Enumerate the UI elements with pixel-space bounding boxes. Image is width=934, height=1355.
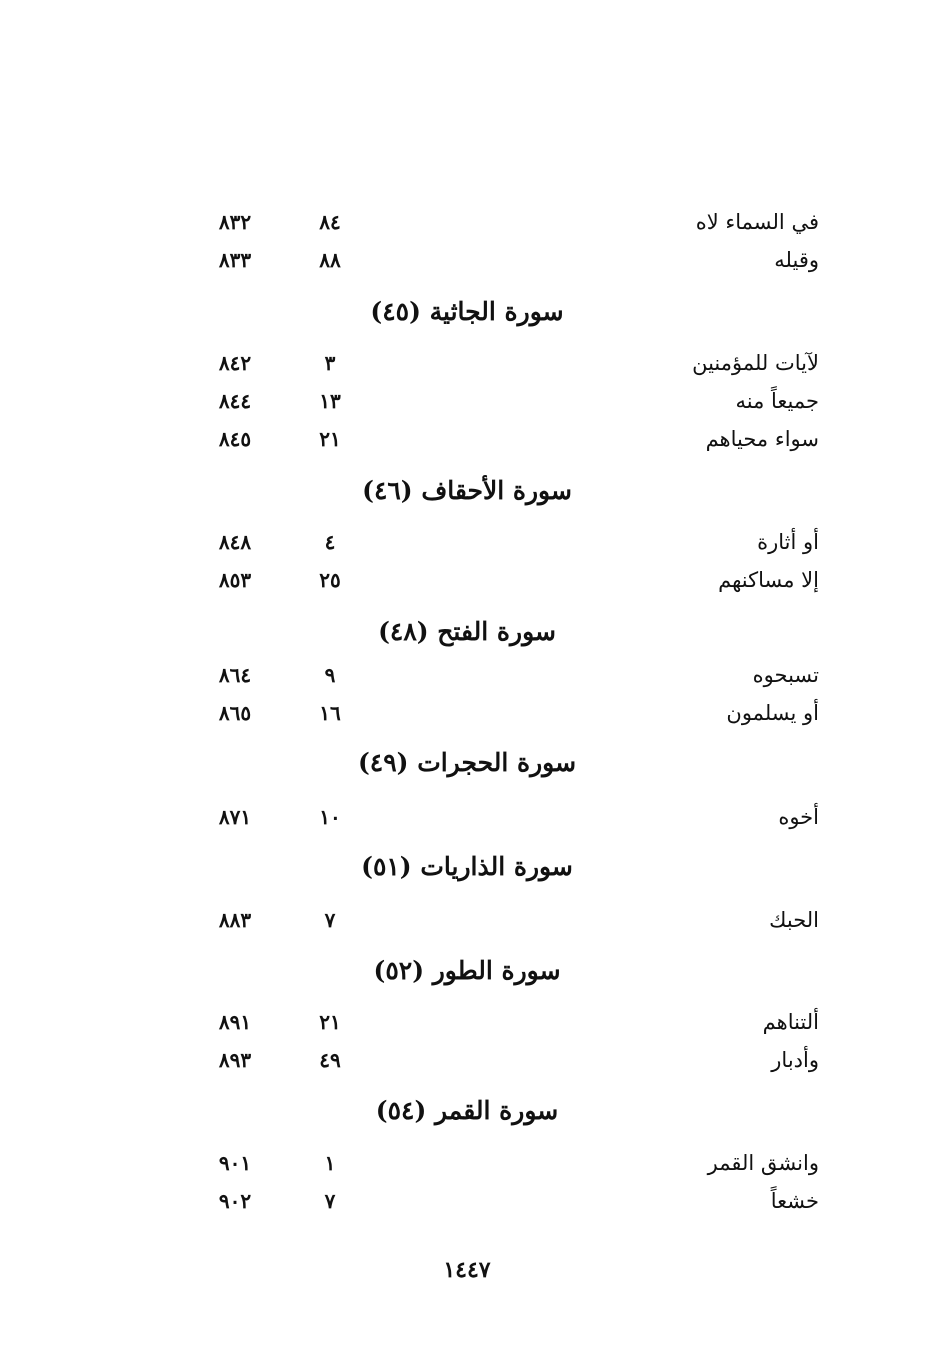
index-word: وقيله (774, 248, 819, 272)
index-word: لآيات للمؤمنين (692, 351, 819, 375)
index-row (0, 693, 934, 733)
page-reference: ٨٣٢ (218, 210, 252, 234)
index-word: خشعاً (770, 1189, 819, 1213)
verse-number: ٢١ (319, 1010, 341, 1034)
page-reference: ٨٨٣ (218, 908, 252, 932)
verse-number: ٨٨ (319, 248, 341, 272)
page-reference: ٨٥٣ (218, 568, 252, 592)
verse-number: ٧ (324, 1189, 336, 1213)
index-word: أخوه (778, 805, 819, 829)
index-row (0, 343, 934, 383)
index-row (0, 419, 934, 459)
index-row (0, 797, 934, 837)
page-reference: ٩٠١ (218, 1151, 252, 1175)
index-word: أو يسلمون (726, 701, 819, 725)
index-row (0, 522, 934, 562)
verse-number: ٣ (324, 351, 336, 375)
page-reference: ٨٤٥ (218, 427, 252, 451)
index-row (0, 1002, 934, 1042)
index-word: إلا مساكنهم (718, 568, 819, 592)
page-reference: ٨٦٥ (218, 701, 252, 725)
index-word: جميعاً منه (735, 389, 819, 413)
page-reference: ٨٤٨ (218, 530, 252, 554)
index-word: الحبك (769, 908, 819, 932)
page-reference: ٨٩٣ (218, 1048, 252, 1072)
index-word: وأدبار (771, 1048, 819, 1072)
index-word: تسبحوه (752, 663, 819, 687)
verse-number: ٤ (324, 530, 336, 554)
index-word: أو أثارة (757, 530, 819, 554)
surah-heading: سورة الطور (٥٢) (373, 956, 561, 985)
page-reference: ٨٣٣ (218, 248, 252, 272)
index-row (0, 560, 934, 600)
verse-number: ٤٩ (319, 1048, 341, 1072)
index-row (0, 900, 934, 940)
index-row (0, 240, 934, 280)
surah-heading: سورة الذاريات (٥١) (361, 852, 573, 881)
page-reference: ٨٤٤ (218, 389, 252, 413)
index-word: سواء محياهم (705, 427, 819, 451)
page-reference: ٨٦٤ (218, 663, 252, 687)
index-word: في السماء لاه (695, 210, 819, 234)
page-reference: ٩٠٢ (218, 1189, 252, 1213)
surah-heading: سورة الحجرات (٤٩) (357, 748, 577, 777)
surah-heading: سورة الفتح (٤٨) (378, 617, 556, 646)
verse-number: ٧ (324, 908, 336, 932)
index-row (0, 655, 934, 695)
index-row (0, 381, 934, 421)
index-row (0, 1181, 934, 1221)
verse-number: ١٠ (319, 805, 341, 829)
surah-heading: سورة الأحقاف (٤٦) (362, 476, 572, 505)
index-row (0, 1143, 934, 1183)
page-reference: ٨٤٢ (218, 351, 252, 375)
index-word: وانشق القمر (707, 1151, 819, 1175)
index-row (0, 1040, 934, 1080)
verse-number: ١٦ (319, 701, 341, 725)
verse-number: ١ (324, 1151, 336, 1175)
verse-number: ١٣ (319, 389, 341, 413)
index-word: ألتناهم (762, 1010, 819, 1034)
verse-number: ٢١ (319, 427, 341, 451)
page-reference: ٨٧١ (218, 805, 252, 829)
verse-number: ٩ (324, 663, 336, 687)
verse-number: ٢٥ (319, 568, 341, 592)
verse-number: ٨٤ (319, 210, 341, 234)
page-number: ١٤٤٧ (443, 1257, 491, 1283)
surah-heading: سورة الجاثية (٤٥) (370, 297, 564, 326)
index-row (0, 202, 934, 242)
page-reference: ٨٩١ (218, 1010, 252, 1034)
surah-heading: سورة القمر (٥٤) (375, 1096, 559, 1125)
